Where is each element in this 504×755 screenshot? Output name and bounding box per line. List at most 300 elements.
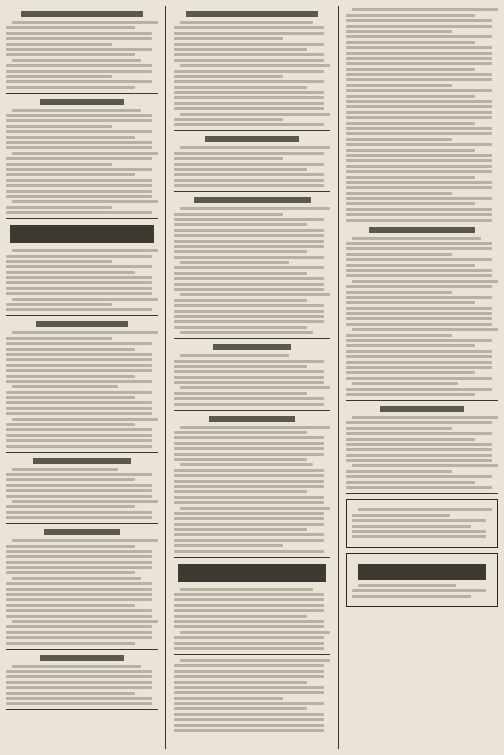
headline bbox=[369, 227, 475, 233]
text-line bbox=[174, 245, 324, 248]
text-line bbox=[6, 625, 152, 628]
text-line bbox=[346, 448, 492, 451]
text-line bbox=[180, 631, 330, 634]
text-line bbox=[174, 485, 324, 488]
text-line bbox=[346, 197, 492, 200]
text-line bbox=[174, 234, 324, 237]
text-line bbox=[6, 396, 135, 399]
text-line bbox=[6, 26, 135, 29]
text-line bbox=[358, 584, 456, 587]
article-rule bbox=[174, 130, 330, 131]
headline bbox=[44, 529, 120, 535]
text-line bbox=[180, 146, 330, 149]
text-line bbox=[174, 636, 324, 639]
text-line bbox=[346, 111, 492, 114]
text-line bbox=[6, 516, 152, 519]
text-line bbox=[6, 179, 152, 182]
text-line bbox=[6, 337, 112, 340]
text-line bbox=[6, 686, 152, 689]
text-line bbox=[174, 157, 283, 160]
text-line bbox=[6, 168, 152, 171]
text-line bbox=[346, 89, 492, 92]
headline bbox=[40, 99, 124, 105]
article bbox=[6, 529, 158, 644]
text-line bbox=[346, 181, 492, 184]
text-line bbox=[180, 588, 313, 591]
text-line bbox=[174, 37, 283, 40]
text-line bbox=[174, 501, 324, 504]
text-line bbox=[12, 298, 158, 301]
text-line bbox=[6, 146, 152, 149]
text-line bbox=[346, 159, 492, 162]
text-line bbox=[6, 141, 152, 144]
text-line bbox=[174, 550, 324, 553]
text-line bbox=[180, 293, 330, 296]
text-line bbox=[180, 354, 289, 357]
text-line bbox=[12, 249, 158, 252]
article-rule bbox=[6, 452, 158, 453]
article bbox=[174, 197, 330, 334]
text-line bbox=[358, 508, 492, 511]
text-line bbox=[6, 206, 112, 209]
text-line bbox=[12, 539, 158, 542]
text-line bbox=[12, 152, 158, 155]
article-rule bbox=[346, 400, 498, 401]
article-rule bbox=[6, 649, 158, 650]
text-line bbox=[6, 571, 135, 574]
text-line bbox=[346, 84, 452, 87]
text-line bbox=[6, 173, 135, 176]
text-line bbox=[346, 258, 492, 261]
text-line bbox=[346, 344, 475, 347]
text-line bbox=[352, 237, 481, 240]
text-line bbox=[6, 48, 152, 51]
text-line bbox=[6, 75, 112, 78]
text-line bbox=[6, 702, 152, 705]
text-line bbox=[12, 577, 141, 580]
text-line bbox=[352, 328, 498, 331]
text-line bbox=[12, 665, 141, 668]
text-line bbox=[174, 299, 307, 302]
text-line bbox=[174, 43, 324, 46]
headline bbox=[205, 136, 299, 142]
text-line bbox=[174, 713, 324, 716]
text-line bbox=[6, 276, 152, 279]
text-line bbox=[174, 647, 324, 650]
text-line bbox=[6, 681, 152, 684]
text-line bbox=[6, 163, 112, 166]
text-line bbox=[346, 317, 492, 320]
text-line bbox=[346, 78, 492, 81]
text-line bbox=[174, 59, 324, 62]
text-line bbox=[6, 271, 135, 274]
text-line bbox=[6, 675, 152, 678]
text-line bbox=[174, 729, 324, 732]
headline bbox=[10, 225, 154, 243]
text-line bbox=[6, 195, 152, 198]
article bbox=[6, 225, 158, 311]
text-line bbox=[346, 73, 492, 76]
text-line bbox=[174, 70, 324, 73]
text-line bbox=[6, 642, 135, 645]
column-1 bbox=[6, 6, 158, 749]
text-line bbox=[352, 530, 486, 533]
text-line bbox=[180, 386, 330, 389]
text-line bbox=[346, 186, 492, 189]
text-line bbox=[346, 57, 492, 60]
text-line bbox=[346, 247, 492, 250]
article bbox=[6, 321, 158, 447]
text-line bbox=[174, 598, 324, 601]
text-line bbox=[174, 539, 324, 542]
text-line bbox=[12, 21, 158, 24]
text-line bbox=[6, 434, 152, 437]
text-line bbox=[6, 670, 152, 673]
article-rule bbox=[174, 191, 330, 192]
text-line bbox=[174, 381, 324, 384]
text-line bbox=[346, 14, 475, 17]
text-line bbox=[346, 438, 475, 441]
text-line bbox=[346, 393, 475, 396]
text-line bbox=[346, 192, 452, 195]
text-line bbox=[346, 165, 492, 168]
text-line bbox=[174, 517, 324, 520]
text-line bbox=[346, 25, 492, 28]
text-line bbox=[346, 350, 492, 353]
text-line bbox=[174, 123, 324, 126]
text-line bbox=[6, 550, 152, 553]
text-line bbox=[346, 470, 452, 473]
text-line bbox=[352, 416, 498, 419]
text-line bbox=[180, 426, 330, 429]
text-line bbox=[6, 157, 152, 160]
text-line bbox=[346, 296, 492, 299]
text-line bbox=[352, 8, 498, 11]
text-line bbox=[346, 176, 475, 179]
text-line bbox=[346, 264, 475, 267]
text-line bbox=[6, 604, 135, 607]
text-line bbox=[174, 642, 324, 645]
article-rule bbox=[346, 493, 498, 494]
text-line bbox=[6, 211, 152, 214]
article-rule bbox=[6, 93, 158, 94]
text-line bbox=[12, 331, 158, 334]
text-line bbox=[174, 480, 324, 483]
text-line bbox=[6, 593, 152, 596]
text-line bbox=[346, 213, 492, 216]
article-rule bbox=[174, 410, 330, 411]
text-line bbox=[174, 256, 324, 259]
text-line bbox=[174, 593, 324, 596]
text-line bbox=[174, 118, 283, 121]
text-line bbox=[12, 620, 158, 623]
text-line bbox=[6, 636, 152, 639]
text-line bbox=[180, 463, 313, 466]
text-line bbox=[346, 475, 492, 478]
text-line bbox=[6, 80, 152, 83]
text-line bbox=[174, 670, 324, 673]
article-rule bbox=[174, 557, 330, 558]
text-line bbox=[346, 52, 492, 55]
text-line bbox=[6, 505, 135, 508]
headline bbox=[194, 197, 311, 203]
text-line bbox=[174, 326, 307, 329]
text-line bbox=[174, 436, 324, 439]
text-line bbox=[346, 427, 452, 430]
text-line bbox=[6, 391, 152, 394]
text-line bbox=[6, 353, 152, 356]
text-line bbox=[180, 659, 330, 662]
text-line bbox=[346, 334, 452, 337]
article-rule bbox=[6, 218, 158, 219]
headline bbox=[33, 458, 132, 464]
text-line bbox=[12, 59, 141, 62]
text-line bbox=[174, 75, 283, 78]
text-line bbox=[6, 292, 152, 295]
text-line bbox=[346, 366, 492, 369]
text-line bbox=[6, 64, 152, 67]
text-line bbox=[174, 277, 324, 280]
text-line bbox=[346, 132, 492, 135]
text-line bbox=[174, 512, 324, 515]
column-rule bbox=[338, 6, 339, 749]
article bbox=[174, 344, 330, 406]
article bbox=[6, 458, 158, 520]
text-line bbox=[174, 304, 324, 307]
text-line bbox=[6, 303, 112, 306]
text-line bbox=[174, 724, 324, 727]
text-line bbox=[352, 464, 498, 467]
text-line bbox=[180, 261, 289, 264]
text-line bbox=[346, 100, 492, 103]
text-line bbox=[6, 375, 135, 378]
text-line bbox=[174, 403, 324, 406]
text-line bbox=[352, 514, 450, 517]
text-line bbox=[6, 308, 152, 311]
text-line bbox=[174, 397, 324, 400]
text-line bbox=[174, 691, 324, 694]
text-line bbox=[180, 64, 330, 67]
article bbox=[174, 136, 330, 187]
text-line bbox=[6, 439, 152, 442]
text-line bbox=[346, 443, 492, 446]
text-line bbox=[6, 609, 152, 612]
text-line bbox=[6, 407, 152, 410]
text-line bbox=[6, 114, 152, 117]
text-line bbox=[6, 125, 112, 128]
text-line bbox=[346, 62, 492, 65]
text-line bbox=[174, 229, 324, 232]
text-line bbox=[6, 136, 135, 139]
text-line bbox=[6, 555, 152, 558]
text-line bbox=[6, 697, 152, 700]
headline bbox=[186, 11, 319, 17]
article bbox=[174, 564, 330, 650]
text-line bbox=[6, 401, 152, 404]
headline bbox=[40, 655, 124, 661]
text-line bbox=[6, 495, 152, 498]
text-line bbox=[346, 486, 492, 489]
text-line bbox=[174, 609, 324, 612]
text-line bbox=[6, 281, 152, 284]
text-line bbox=[346, 274, 492, 277]
text-line bbox=[174, 86, 307, 89]
headline bbox=[36, 321, 127, 327]
article-rule bbox=[6, 523, 158, 524]
text-line bbox=[174, 625, 324, 628]
text-line bbox=[6, 287, 152, 290]
text-line bbox=[174, 686, 324, 689]
article-rule bbox=[174, 654, 330, 655]
text-line bbox=[346, 242, 492, 245]
text-line bbox=[174, 620, 324, 623]
headline bbox=[213, 344, 291, 350]
text-line bbox=[180, 207, 330, 210]
text-line bbox=[352, 280, 498, 283]
text-line bbox=[346, 219, 492, 222]
text-line bbox=[346, 253, 452, 256]
text-line bbox=[6, 369, 152, 372]
text-line bbox=[174, 431, 307, 434]
text-line bbox=[12, 500, 158, 503]
text-line bbox=[6, 511, 152, 514]
text-line bbox=[6, 631, 152, 634]
text-line bbox=[346, 312, 492, 315]
text-line bbox=[6, 364, 152, 367]
text-line bbox=[174, 213, 283, 216]
text-line bbox=[352, 525, 471, 528]
text-line bbox=[346, 95, 475, 98]
text-line bbox=[346, 122, 475, 125]
text-line bbox=[174, 365, 307, 368]
text-line bbox=[6, 265, 152, 268]
advertisement-headline bbox=[358, 564, 486, 580]
text-line bbox=[346, 149, 475, 152]
text-line bbox=[174, 48, 307, 51]
text-line bbox=[174, 218, 324, 221]
column-3 bbox=[346, 6, 498, 749]
text-line bbox=[174, 442, 324, 445]
text-line bbox=[174, 474, 324, 477]
text-line bbox=[12, 200, 158, 203]
text-line bbox=[346, 105, 492, 108]
text-line bbox=[174, 102, 324, 105]
text-line bbox=[174, 91, 324, 94]
text-line bbox=[346, 143, 492, 146]
text-line bbox=[6, 445, 152, 448]
text-line bbox=[6, 545, 135, 548]
headline bbox=[380, 406, 464, 412]
column-rule bbox=[165, 6, 166, 749]
text-line bbox=[174, 96, 324, 99]
article bbox=[174, 11, 330, 126]
column-2 bbox=[174, 6, 330, 749]
text-line bbox=[174, 664, 324, 667]
text-line bbox=[346, 291, 452, 294]
text-line bbox=[12, 385, 118, 388]
text-line bbox=[6, 561, 152, 564]
text-line bbox=[174, 528, 307, 531]
text-line bbox=[174, 392, 307, 395]
text-line bbox=[346, 138, 452, 141]
text-line bbox=[346, 371, 475, 374]
text-line bbox=[346, 454, 492, 457]
text-line bbox=[6, 130, 152, 133]
text-line bbox=[6, 598, 152, 601]
text-line bbox=[174, 604, 324, 607]
text-line bbox=[174, 447, 324, 450]
advertisement bbox=[346, 499, 498, 548]
text-line bbox=[174, 702, 324, 705]
text-line bbox=[174, 523, 324, 526]
text-line bbox=[174, 320, 324, 323]
text-line bbox=[174, 453, 324, 456]
text-line bbox=[352, 519, 486, 522]
text-line bbox=[174, 250, 307, 253]
text-line bbox=[174, 310, 324, 313]
text-line bbox=[346, 377, 492, 380]
text-line bbox=[6, 70, 152, 73]
text-line bbox=[6, 489, 152, 492]
text-line bbox=[174, 152, 324, 155]
text-line bbox=[352, 535, 486, 538]
text-line bbox=[346, 116, 492, 119]
article bbox=[6, 99, 158, 214]
text-line bbox=[346, 355, 492, 358]
text-line bbox=[6, 348, 135, 351]
text-line bbox=[174, 163, 324, 166]
text-line bbox=[174, 272, 307, 275]
text-line bbox=[174, 315, 324, 318]
text-line bbox=[346, 170, 492, 173]
text-line bbox=[6, 86, 135, 89]
text-line bbox=[12, 109, 141, 112]
text-line bbox=[6, 692, 135, 695]
text-line bbox=[174, 168, 307, 171]
text-line bbox=[174, 718, 324, 721]
text-line bbox=[6, 32, 152, 35]
text-line bbox=[174, 376, 324, 379]
text-line bbox=[346, 301, 475, 304]
article-rule bbox=[174, 338, 330, 339]
text-line bbox=[346, 19, 492, 22]
text-line bbox=[174, 53, 324, 56]
advertisement bbox=[346, 553, 498, 607]
text-line bbox=[174, 360, 324, 363]
text-line bbox=[6, 380, 152, 383]
text-line bbox=[174, 32, 324, 35]
text-line bbox=[174, 707, 307, 710]
text-line bbox=[174, 469, 324, 472]
text-line bbox=[352, 589, 486, 592]
text-line bbox=[174, 496, 324, 499]
text-line bbox=[174, 223, 307, 226]
text-line bbox=[346, 307, 492, 310]
text-line bbox=[180, 113, 330, 116]
text-line bbox=[174, 533, 324, 536]
text-line bbox=[6, 190, 152, 193]
text-line bbox=[174, 697, 283, 700]
text-line bbox=[6, 37, 152, 40]
text-line bbox=[180, 507, 330, 510]
text-line bbox=[6, 255, 152, 258]
text-line bbox=[346, 361, 492, 364]
text-line bbox=[180, 331, 313, 334]
text-line bbox=[6, 615, 152, 618]
text-line bbox=[346, 269, 492, 272]
text-line bbox=[174, 80, 324, 83]
text-line bbox=[6, 582, 152, 585]
